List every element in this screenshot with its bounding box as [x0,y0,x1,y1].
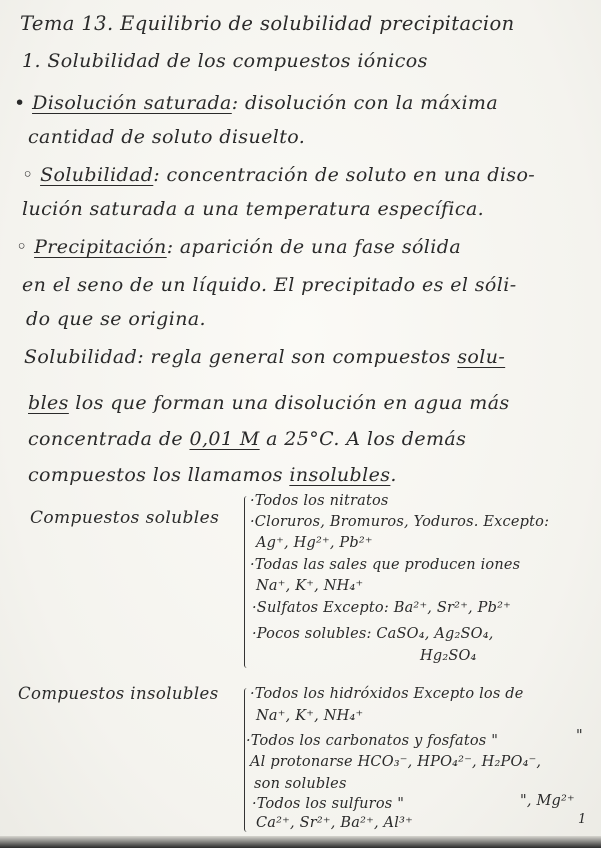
bullet: ◦ [22,164,34,186]
definition-continuation: cantidad de soluto disuelto. [28,126,306,148]
scan-edge [0,836,601,848]
rule-text: compuestos los llamamos [28,464,290,486]
soluble-item: ·Sulfatos Excepto: Ba²⁺, Sr²⁺, Pb²⁺ [252,600,511,616]
term-precipitation: Precipitación [34,236,167,258]
bullet: • [14,92,26,114]
soluble-item: Ag⁺, Hg²⁺, Pb²⁺ [256,535,373,551]
definition-saturated [14,92,498,114]
definition-continuation: en el seno de un líquido. El precipitado es el sóli- [22,274,517,296]
solubility-rule-line [24,346,505,368]
soluble-item: ·Todas las sales que producen iones [250,557,521,573]
term-soluble: solu- [457,346,506,368]
rule-text: . [390,464,397,486]
insoluble-item: ·Todos los sulfuros " [252,796,405,812]
rule-text: a 25°C. A los demás [259,428,467,450]
page-title: Tema 13. Equilibrio de solubilidad precipitacion [20,12,515,35]
section-heading: 1. Solubilidad de los compuestos iónicos [22,50,428,72]
definition-continuation: do que se origina. [26,308,206,330]
soluble-item: ·Todos los nitratos [250,493,389,509]
rule-text: Solubilidad: regla general son compuestos [24,346,458,368]
insoluble-item: ·Todos los hidróxidos Excepto los de [250,686,524,702]
insoluble-item: Al protonarse HCO₃⁻, HPO₄²⁻, H₂PO₄⁻, [250,754,542,770]
soluble-item: Hg₂SO₄ [420,648,477,664]
soluble-item: ·Cloruros, Bromuros, Yoduros. Excepto: [250,514,550,530]
soluble-item: ·Pocos solubles: CaSO₄, Ag₂SO₄, [252,626,494,642]
ditto-mark: ", Mg²⁺ [520,793,575,809]
insoluble-item: ·Todos los carbonatos y fosfatos " [246,733,499,749]
insoluble-compounds-label: Compuestos insolubles [18,684,219,703]
solubility-rule-line [28,464,397,486]
bullet: ◦ [16,236,28,258]
rule-text: los que forman una disolución en agua más [68,392,510,414]
term-soluble-end: bles [28,392,69,414]
insoluble-item: Na⁺, K⁺, NH₄⁺ [256,708,364,724]
soluble-compounds-label: Compuestos solubles [30,508,220,528]
definition-text: : aparición de una fase sólida [166,236,462,258]
definition-text: : concentración de soluto en una diso- [153,164,536,186]
soluble-item: Na⁺, K⁺, NH₄⁺ [256,578,364,594]
term-insoluble: insolubles [289,464,391,486]
term-saturated-solution: Disolución saturada [32,92,232,114]
definition-solubility [22,164,535,186]
term-solubility: Solubilidad [40,164,154,186]
rule-text: concentrada de [28,428,190,450]
solubility-rule-line [28,392,510,414]
insoluble-item: son solubles [254,776,347,792]
insoluble-item: Ca²⁺, Sr²⁺, Ba²⁺, Al³⁺ [256,815,413,831]
definition-continuation: lución saturada a una temperatura específica. [22,198,485,220]
definition-precipitation [16,236,461,258]
page-number: 1 [578,812,587,827]
concentration-value: 0,01 M [189,428,260,450]
definition-text: : disolución con la máxima [231,92,499,114]
ditto-mark: " [576,728,583,744]
solubility-rule-line [28,428,466,450]
